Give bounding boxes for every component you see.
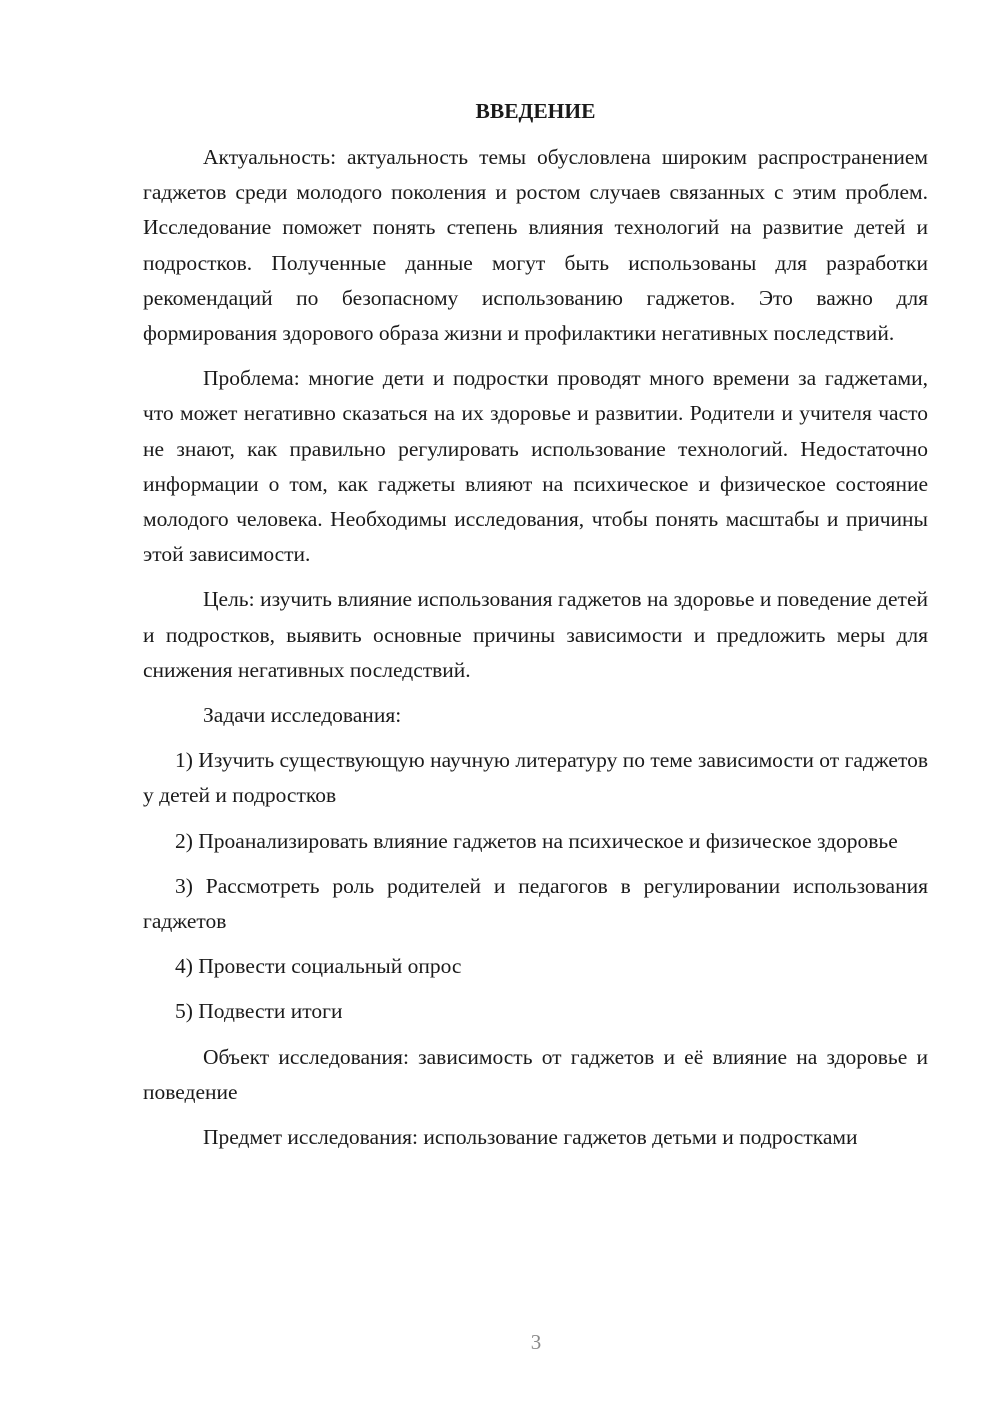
list-item-task-1: 1) Изучить существующую научную литературу по теме зависимости от гаджетов у детей и подростков bbox=[143, 748, 928, 808]
paragraph-research-subject: Предмет исследования: использование гаджетов детьми и подростками bbox=[203, 1125, 858, 1150]
paragraph-relevance: Актуальность: актуальность темы обусловлена широким распространением гаджетов среди молодого поколения и ростом случаев связанных с этим проблем. Исследование поможет понять степень влияния технологий на развитие детей и подростков. Полученные данные могут быть использованы для разработки рекомендаций по безопасному использованию гаджетов. Это важно для формирования здорового образа жизни и профилактики негативных последствий. bbox=[143, 145, 928, 346]
list-item-task-2: 2) Проанализировать влияние гаджетов на психическое и физическое здоровье bbox=[175, 828, 898, 853]
page-title: ВВЕДЕНИЕ bbox=[475, 99, 596, 123]
list-item-task-3: 3) Рассмотреть роль родителей и педагогов в регулировании использования гаджетов bbox=[143, 873, 928, 934]
paragraph-tasks-heading: Задачи исследования: bbox=[203, 703, 402, 728]
list-item-task-4: 4) Провести социальный опрос bbox=[175, 954, 462, 979]
paragraph-problem: Проблема: многие дети и подростки проводят много времени за гаджетами, что может негативно сказаться на их здоровье и развитии. Родители и учителя часто не знают, как правильно регулировать использование технологий. Недостаточно информации о том, как гаджеты влияют на психическое и физическое состояние молодого человека. Необходимы исследования, чтобы понять масштабы и причины этой зависимости. bbox=[143, 366, 928, 567]
list-item-task-5: 5) Подвести итоги bbox=[175, 999, 343, 1024]
document-page bbox=[143, 94, 928, 1155]
paragraph-goal: Цель: изучить влияние использования гаджетов на здоровье и поведение детей и подростков, выявить основные причины зависимости и предложить меры для снижения негативных последствий. bbox=[143, 587, 928, 682]
page-number: 3 bbox=[530, 1330, 542, 1354]
paragraph-research-object: Объект исследования: зависимость от гаджетов и её влияние на здоровье и поведение bbox=[143, 1044, 928, 1104]
